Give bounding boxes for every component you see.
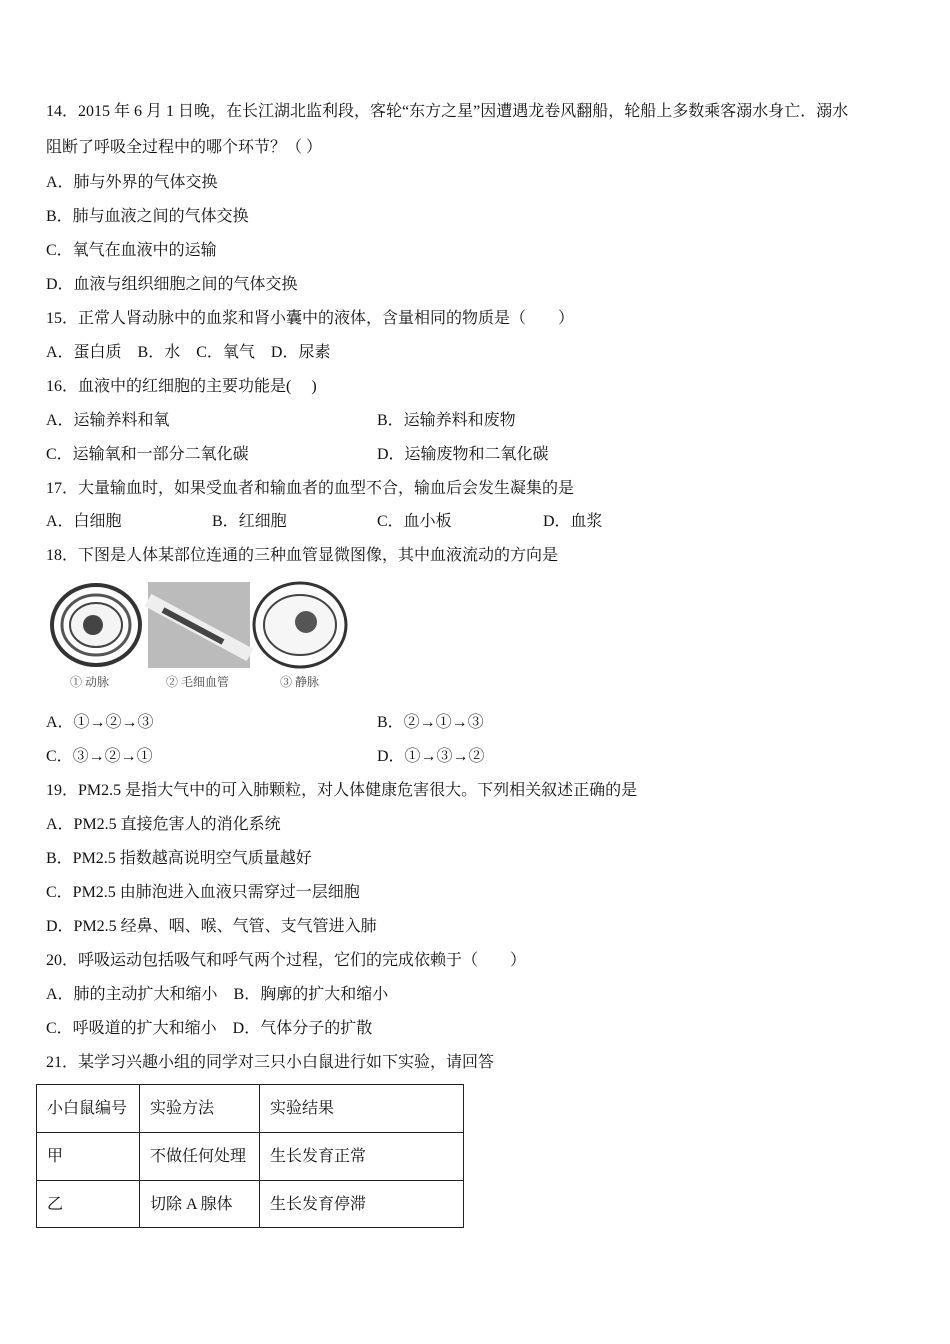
q18-stem: 18．下图是人体某部位连通的三种血管显微图像，其中血液流动的方向是 xyxy=(46,547,559,564)
q17-option-a: A．白细胞 xyxy=(46,513,122,530)
table-row xyxy=(37,1133,464,1181)
q18-option-a: A．①→②→③ xyxy=(46,714,154,731)
q17-option-c: C．血小板 xyxy=(377,513,452,530)
q17-option-d: D．血浆 xyxy=(543,513,603,530)
q15-options: A．蛋白质 B．水 C．氧气 D．尿素 xyxy=(46,344,331,361)
artery-label: ① 动脉 xyxy=(70,675,110,689)
q14-option-b: B．肺与血液之间的气体交换 xyxy=(46,208,249,225)
table-row xyxy=(37,1181,464,1228)
capillary-label: ② 毛细血管 xyxy=(166,675,230,689)
q20-options-ab: A．肺的主动扩大和缩小 B．胸廓的扩大和缩小 xyxy=(46,986,389,1003)
header-cell: 实验方法 xyxy=(140,1085,260,1133)
q14-stem-cont: 阻断了呼吸全过程中的哪个环节？（ ） xyxy=(46,139,323,156)
q16-stem: 16．血液中的红细胞的主要功能是( ) xyxy=(46,378,317,395)
table-cell: 乙 xyxy=(37,1181,140,1228)
q14-stem: 14．2015 年 6 月 1 日晚，在长江湖北监利段，客轮“东方之星”因遭遇龙卷风翻船，轮船上多数乘客溺水身亡．溺水 xyxy=(46,103,849,120)
experiment-table xyxy=(36,1084,464,1228)
q17-stem: 17．大量输血时，如果受血者和输血者的血型不合，输血后会发生凝集的是 xyxy=(46,480,575,497)
q19-option-b: B．PM2.5 指数越高说明空气质量越好 xyxy=(46,850,312,867)
q20-stem: 20．呼吸运动包括吸气和呼气两个过程，它们的完成依赖于（ ） xyxy=(46,952,527,969)
q17-option-b: B．红细胞 xyxy=(212,513,287,530)
q16-option-d: D．运输废物和二氧化碳 xyxy=(377,446,549,463)
header-cell: 小白鼠编号 xyxy=(37,1085,140,1133)
q14-option-a: A．肺与外界的气体交换 xyxy=(46,174,218,191)
q16-option-c: C．运输氧和一部分二氧化碳 xyxy=(46,446,249,463)
q14-option-c: C．氧气在血液中的运输 xyxy=(46,242,217,259)
q19-option-a: A．PM2.5 直接危害人的消化系统 xyxy=(46,816,281,833)
q19-stem: 19．PM2.5 是指大气中的可入肺颗粒，对人体健康危害很大。下列相关叙述正确的是 xyxy=(46,782,638,799)
q18-option-b: B．②→①→③ xyxy=(377,714,484,731)
blood-vessel-micrograph xyxy=(48,580,348,692)
q18-option-c: C．③→②→① xyxy=(46,748,153,765)
q16-option-b: B．运输养料和废物 xyxy=(377,412,516,429)
table-cell: 切除 A 腺体 xyxy=(140,1181,260,1228)
table-cell: 生长发育停滞 xyxy=(260,1181,464,1228)
q21-stem: 21．某学习兴趣小组的同学对三只小白鼠进行如下实验，请回答 xyxy=(46,1054,495,1071)
q14-option-d: D．血液与组织细胞之间的气体交换 xyxy=(46,276,298,293)
q15-stem: 15．正常人肾动脉中的血浆和肾小囊中的液体，含量相同的物质是（ ） xyxy=(46,310,575,327)
table-cell: 生长发育正常 xyxy=(260,1133,464,1181)
vein-image xyxy=(254,583,346,667)
header-cell: 实验结果 xyxy=(260,1085,464,1133)
table-cell: 甲 xyxy=(37,1133,140,1181)
q18-option-d: D．①→③→② xyxy=(377,748,485,765)
vein-label: ③ 静脉 xyxy=(280,675,320,689)
q19-option-c: C．PM2.5 由肺泡进入血液只需穿过一层细胞 xyxy=(46,884,360,901)
table-cell: 不做任何处理 xyxy=(140,1133,260,1181)
q16-option-a: A．运输养料和氧 xyxy=(46,412,170,429)
table-header-row xyxy=(37,1085,464,1133)
q20-options-cd: C．呼吸道的扩大和缩小 D．气体分子的扩散 xyxy=(46,1020,373,1037)
capillary-image xyxy=(148,582,250,668)
q19-option-d: D．PM2.5 经鼻、咽、喉、气管、支气管进入肺 xyxy=(46,918,377,935)
